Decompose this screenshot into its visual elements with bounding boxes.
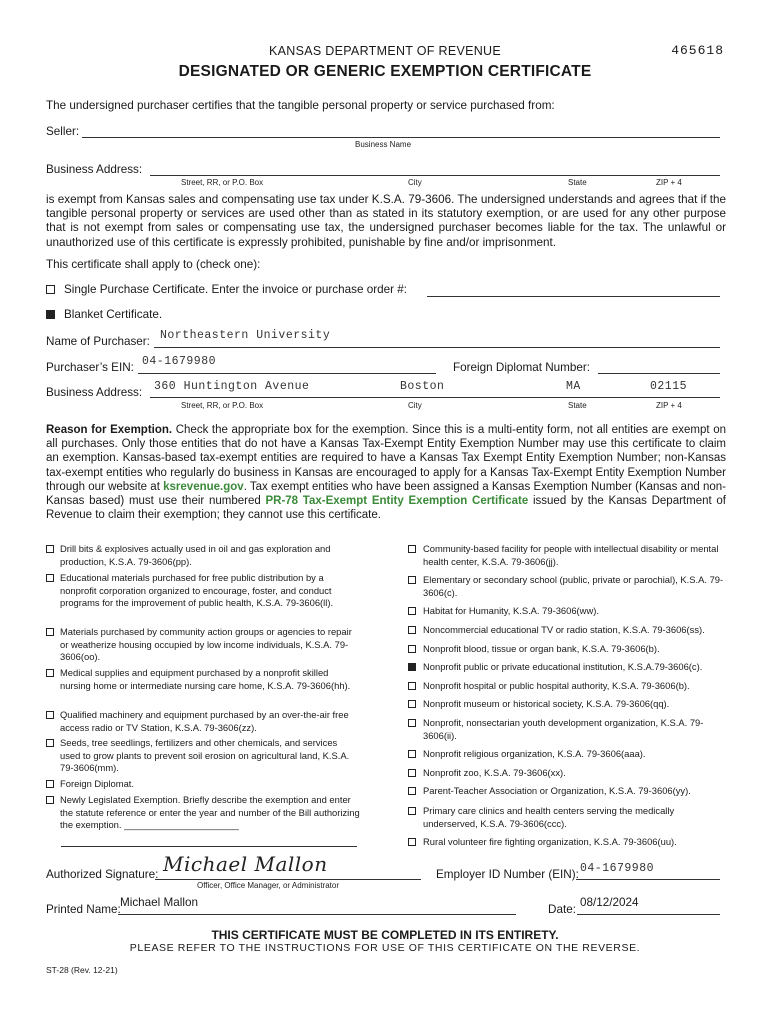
purchaser-ein-field[interactable]: 04-1679980 bbox=[142, 355, 217, 368]
date-field[interactable]: 08/12/2024 bbox=[580, 896, 639, 909]
purchaser-street-caption: Street, RR, or P.O. Box bbox=[181, 401, 264, 410]
exemption-checkbox[interactable] bbox=[408, 769, 416, 777]
reason-text-3: issued by the Kansas Department of Revenue to claim their exemption; they cannot use this certificate. bbox=[46, 495, 726, 522]
blanket-label: Blanket Certificate. bbox=[64, 308, 163, 321]
seller-address-label: Business Address: bbox=[46, 163, 143, 176]
blanket-checkbox[interactable] bbox=[46, 310, 55, 319]
seller-city-caption: City bbox=[408, 178, 422, 187]
exemption-item-label: Habitat for Humanity, K.S.A. 79-3606(ww). bbox=[423, 605, 599, 616]
employer-ein-label: Employer ID Number (EIN): bbox=[436, 868, 579, 881]
signature-line bbox=[155, 879, 421, 880]
exemption-checkbox[interactable] bbox=[46, 780, 54, 788]
purchaser-ein-label: Purchaser’s EIN: bbox=[46, 361, 134, 374]
purchaser-city-field[interactable]: Boston bbox=[400, 380, 445, 393]
exemption-checkbox[interactable] bbox=[46, 669, 54, 677]
signature-field[interactable]: Michael Mallon bbox=[163, 852, 328, 876]
exemption-item-label: Nonprofit museum or historical society, K.S.A. 79-3606(qq). bbox=[423, 698, 670, 709]
employer-ein-line bbox=[576, 879, 720, 880]
exemption-item-label: Seeds, tree seedlings, fertilizers and other chemicals, and services used to grow plants to prevent soil erosion on agricultural land, K.S.A. 79-3606(mm). bbox=[60, 737, 350, 774]
purchaser-zip-field[interactable]: 02115 bbox=[650, 380, 688, 393]
exemption-checkbox[interactable] bbox=[46, 711, 54, 719]
exemption-item-label: Noncommercial educational TV or radio station, K.S.A. 79-3606(ss). bbox=[423, 624, 705, 635]
exemption-checkbox[interactable] bbox=[408, 807, 416, 815]
reason-text-1: Check the appropriate box for the exemption. Since this is a multi-entity form, not all entities are exempt on all purchases. Only those entities that do not have a Kansas Tax-Exempt Entity Exemption Number may use this certificate to claim an exemption. Kansas-based tax-exempt entities are required to have a Kansas Tax Exempt Entity Exemption Number; non-Kansas tax-exempt entities who regularly do business in Kansas are encouraged to apply for a Kansas Tax-Exempt Entity Exemption Number through our website at bbox=[46, 424, 726, 493]
apply-label: This certificate shall apply to (check one): bbox=[46, 258, 261, 271]
purchaser-state-field[interactable]: MA bbox=[566, 380, 581, 393]
exemption-checkbox[interactable] bbox=[408, 576, 416, 584]
exemption-checkbox[interactable] bbox=[408, 838, 416, 846]
purchaser-ein-line bbox=[138, 373, 436, 374]
purchaser-name-field[interactable]: Northeastern University bbox=[160, 329, 331, 342]
exemption-checkbox[interactable] bbox=[46, 574, 54, 582]
website-link[interactable]: ksrevenue.gov bbox=[163, 480, 244, 493]
seller-address-field[interactable] bbox=[150, 175, 720, 176]
date-label: Date: bbox=[548, 903, 576, 916]
exemption-item-label: Qualified machinery and equipment purchased by an over-the-air free access radio or TV Station, K.S.A. 79-3606(zz). bbox=[60, 709, 349, 733]
single-purchase-checkbox[interactable] bbox=[46, 285, 55, 294]
exemption-checkbox[interactable] bbox=[408, 750, 416, 758]
purchaser-name-line bbox=[154, 347, 720, 348]
purchaser-street-field[interactable]: 360 Huntington Avenue bbox=[154, 380, 310, 393]
exemption-checkbox[interactable] bbox=[46, 628, 54, 636]
exemption-checkbox[interactable] bbox=[46, 796, 54, 804]
intro-text: The undersigned purchaser certifies that the tangible personal property or service purchased from: bbox=[46, 99, 555, 112]
agency-name: KANSAS DEPARTMENT OF REVENUE bbox=[268, 44, 502, 58]
exemption-checkbox[interactable] bbox=[408, 607, 416, 615]
exemption-item-label: Parent-Teacher Association or Organization, K.S.A. 79-3606(yy). bbox=[423, 785, 691, 796]
seller-label: Seller: bbox=[46, 125, 80, 138]
foreign-diplomat-label: Foreign Diplomat Number: bbox=[453, 361, 591, 374]
exemption-checkbox[interactable] bbox=[408, 787, 416, 795]
form-number: 465618 bbox=[671, 43, 724, 58]
completion-notice: THIS CERTIFICATE MUST BE COMPLETED IN ITS ENTIRETY. bbox=[211, 928, 559, 942]
new-exemption-line[interactable] bbox=[61, 846, 357, 847]
seller-zip-caption: ZIP + 4 bbox=[656, 178, 682, 187]
purchaser-city-caption: City bbox=[408, 401, 422, 410]
exemption-checkbox[interactable] bbox=[408, 626, 416, 634]
exemption-checkbox[interactable] bbox=[408, 663, 416, 671]
seller-name-field[interactable] bbox=[82, 137, 720, 138]
exemption-checkbox[interactable] bbox=[408, 545, 416, 553]
purchaser-state-caption: State bbox=[568, 401, 587, 410]
exemption-item-label: Foreign Diplomat. bbox=[60, 778, 134, 789]
purchaser-name-label: Name of Purchaser: bbox=[46, 335, 150, 348]
exemption-item-label: Community-based facility for people with intellectual disability or mental health center, K.S.A. 79-3606(jj). bbox=[423, 543, 719, 567]
printed-name-line bbox=[118, 914, 516, 915]
exemption-item-label: Rural volunteer fire fighting organization, K.S.A. 79-3606(uu). bbox=[423, 836, 677, 847]
exemption-checkbox[interactable] bbox=[408, 700, 416, 708]
exemption-item-label: Nonprofit blood, tissue or organ bank, K.S.A. 79-3606(b). bbox=[423, 643, 660, 654]
exemption-checkbox[interactable] bbox=[408, 719, 416, 727]
seller-street-caption: Street, RR, or P.O. Box bbox=[181, 178, 264, 187]
exemption-checkbox[interactable] bbox=[408, 682, 416, 690]
reason-paragraph bbox=[46, 423, 726, 522]
exemption-item-label: Drill bits & explosives actually used in oil and gas exploration and production, K.S.A. 79-3606(pp). bbox=[60, 543, 331, 567]
exempt-statement: is exempt from Kansas sales and compensating use tax under K.S.A. 79-3606. The undersigned understands and agrees that if the tangible personal property or services are used other than as stated in its statutory exemption, or are used for any other purpose that is not exempt from sales or compensating use tax, the undersigned purchaser becomes liable for the tax. The unlawful or unauthorized use of this certificate is expressly prohibited, punishable by fine and/or imprisonment. bbox=[46, 193, 726, 249]
seller-state-caption: State bbox=[568, 178, 587, 187]
date-line bbox=[577, 914, 720, 915]
printed-name-label: Printed Name: bbox=[46, 903, 121, 916]
purchaser-zip-caption: ZIP + 4 bbox=[656, 401, 682, 410]
purchaser-address-label: Business Address: bbox=[46, 386, 143, 399]
exemption-item-label: Newly Legislated Exemption. Briefly describe the exemption and enter the statute reference or enter the year and number of the Bill authorizing the exemption. ______________________ bbox=[60, 794, 360, 831]
exemption-item-label: Elementary or secondary school (public, private or parochial), K.S.A. 79-3606(c). bbox=[423, 574, 724, 598]
exemption-item-label: Nonprofit hospital or public hospital authority, K.S.A. 79-3606(b). bbox=[423, 680, 690, 691]
employer-ein-field[interactable]: 04-1679980 bbox=[580, 862, 655, 875]
purchaser-address-line bbox=[150, 397, 720, 398]
revision-label: ST-28 (Rev. 12-21) bbox=[46, 965, 118, 975]
exemption-item-label: Nonprofit religious organization, K.S.A. 79-3606(aaa). bbox=[423, 748, 646, 759]
instructions-notice: PLEASE REFER TO THE INSTRUCTIONS FOR USE OF THIS CERTIFICATE ON THE REVERSE. bbox=[129, 942, 641, 954]
signature-caption: Officer, Office Manager, or Administrator bbox=[197, 881, 339, 890]
reason-text-2: . Tax exempt entities who have been assigned a Kansas Exemption Number (Kansas and non-Kansas based) must use their numbered bbox=[46, 480, 726, 508]
exemption-item-label: Medical supplies and equipment purchased by a nonprofit skilled nursing home or intermediate nursing care home, K.S.A. 79-3606(hh). bbox=[60, 667, 351, 691]
exemption-item-label: Primary care clinics and health centers serving the medically underserved, K.S.A. 79-3606(ccc). bbox=[423, 805, 675, 829]
form-title: DESIGNATED OR GENERIC EXEMPTION CERTIFICATE bbox=[178, 63, 592, 80]
pr78-link[interactable]: PR-78 Tax-Exempt Entity Exemption Certificate bbox=[265, 495, 529, 508]
business-name-caption: Business Name bbox=[355, 140, 412, 149]
signature-label: Authorized Signature: bbox=[46, 868, 159, 881]
invoice-number-field[interactable] bbox=[427, 296, 720, 297]
reason-heading: Reason for Exemption. bbox=[46, 424, 173, 436]
exemption-item-label: Nonprofit public or private educational institution, K.S.A.79-3606(c). bbox=[423, 661, 703, 672]
exemption-checkbox[interactable] bbox=[408, 645, 416, 653]
exemption-item-label: Materials purchased by community action groups or agencies to repair or weatherize housing occupied by low income individuals, K.S.A. 79-3606(oo). bbox=[60, 626, 352, 663]
foreign-diplomat-field[interactable] bbox=[598, 373, 720, 374]
single-purchase-label: Single Purchase Certificate. Enter the invoice or purchase order #: bbox=[64, 283, 408, 296]
exemption-checkbox[interactable] bbox=[46, 739, 54, 747]
exemption-item-label: Nonprofit, nonsectarian youth development organization, K.S.A. 79-3606(ii). bbox=[423, 717, 704, 741]
exemption-checkbox[interactable] bbox=[46, 545, 54, 553]
printed-name-field[interactable]: Michael Mallon bbox=[120, 896, 198, 909]
exemption-item-label: Educational materials purchased for free public distribution by a nonprofit corporation organized to encourage, foster, and conduct programs for the improvement of public health, K.S.A. 79-3606(ll). bbox=[60, 572, 334, 609]
exemption-item-label: Nonprofit zoo, K.S.A. 79-3606(xx). bbox=[423, 767, 566, 778]
